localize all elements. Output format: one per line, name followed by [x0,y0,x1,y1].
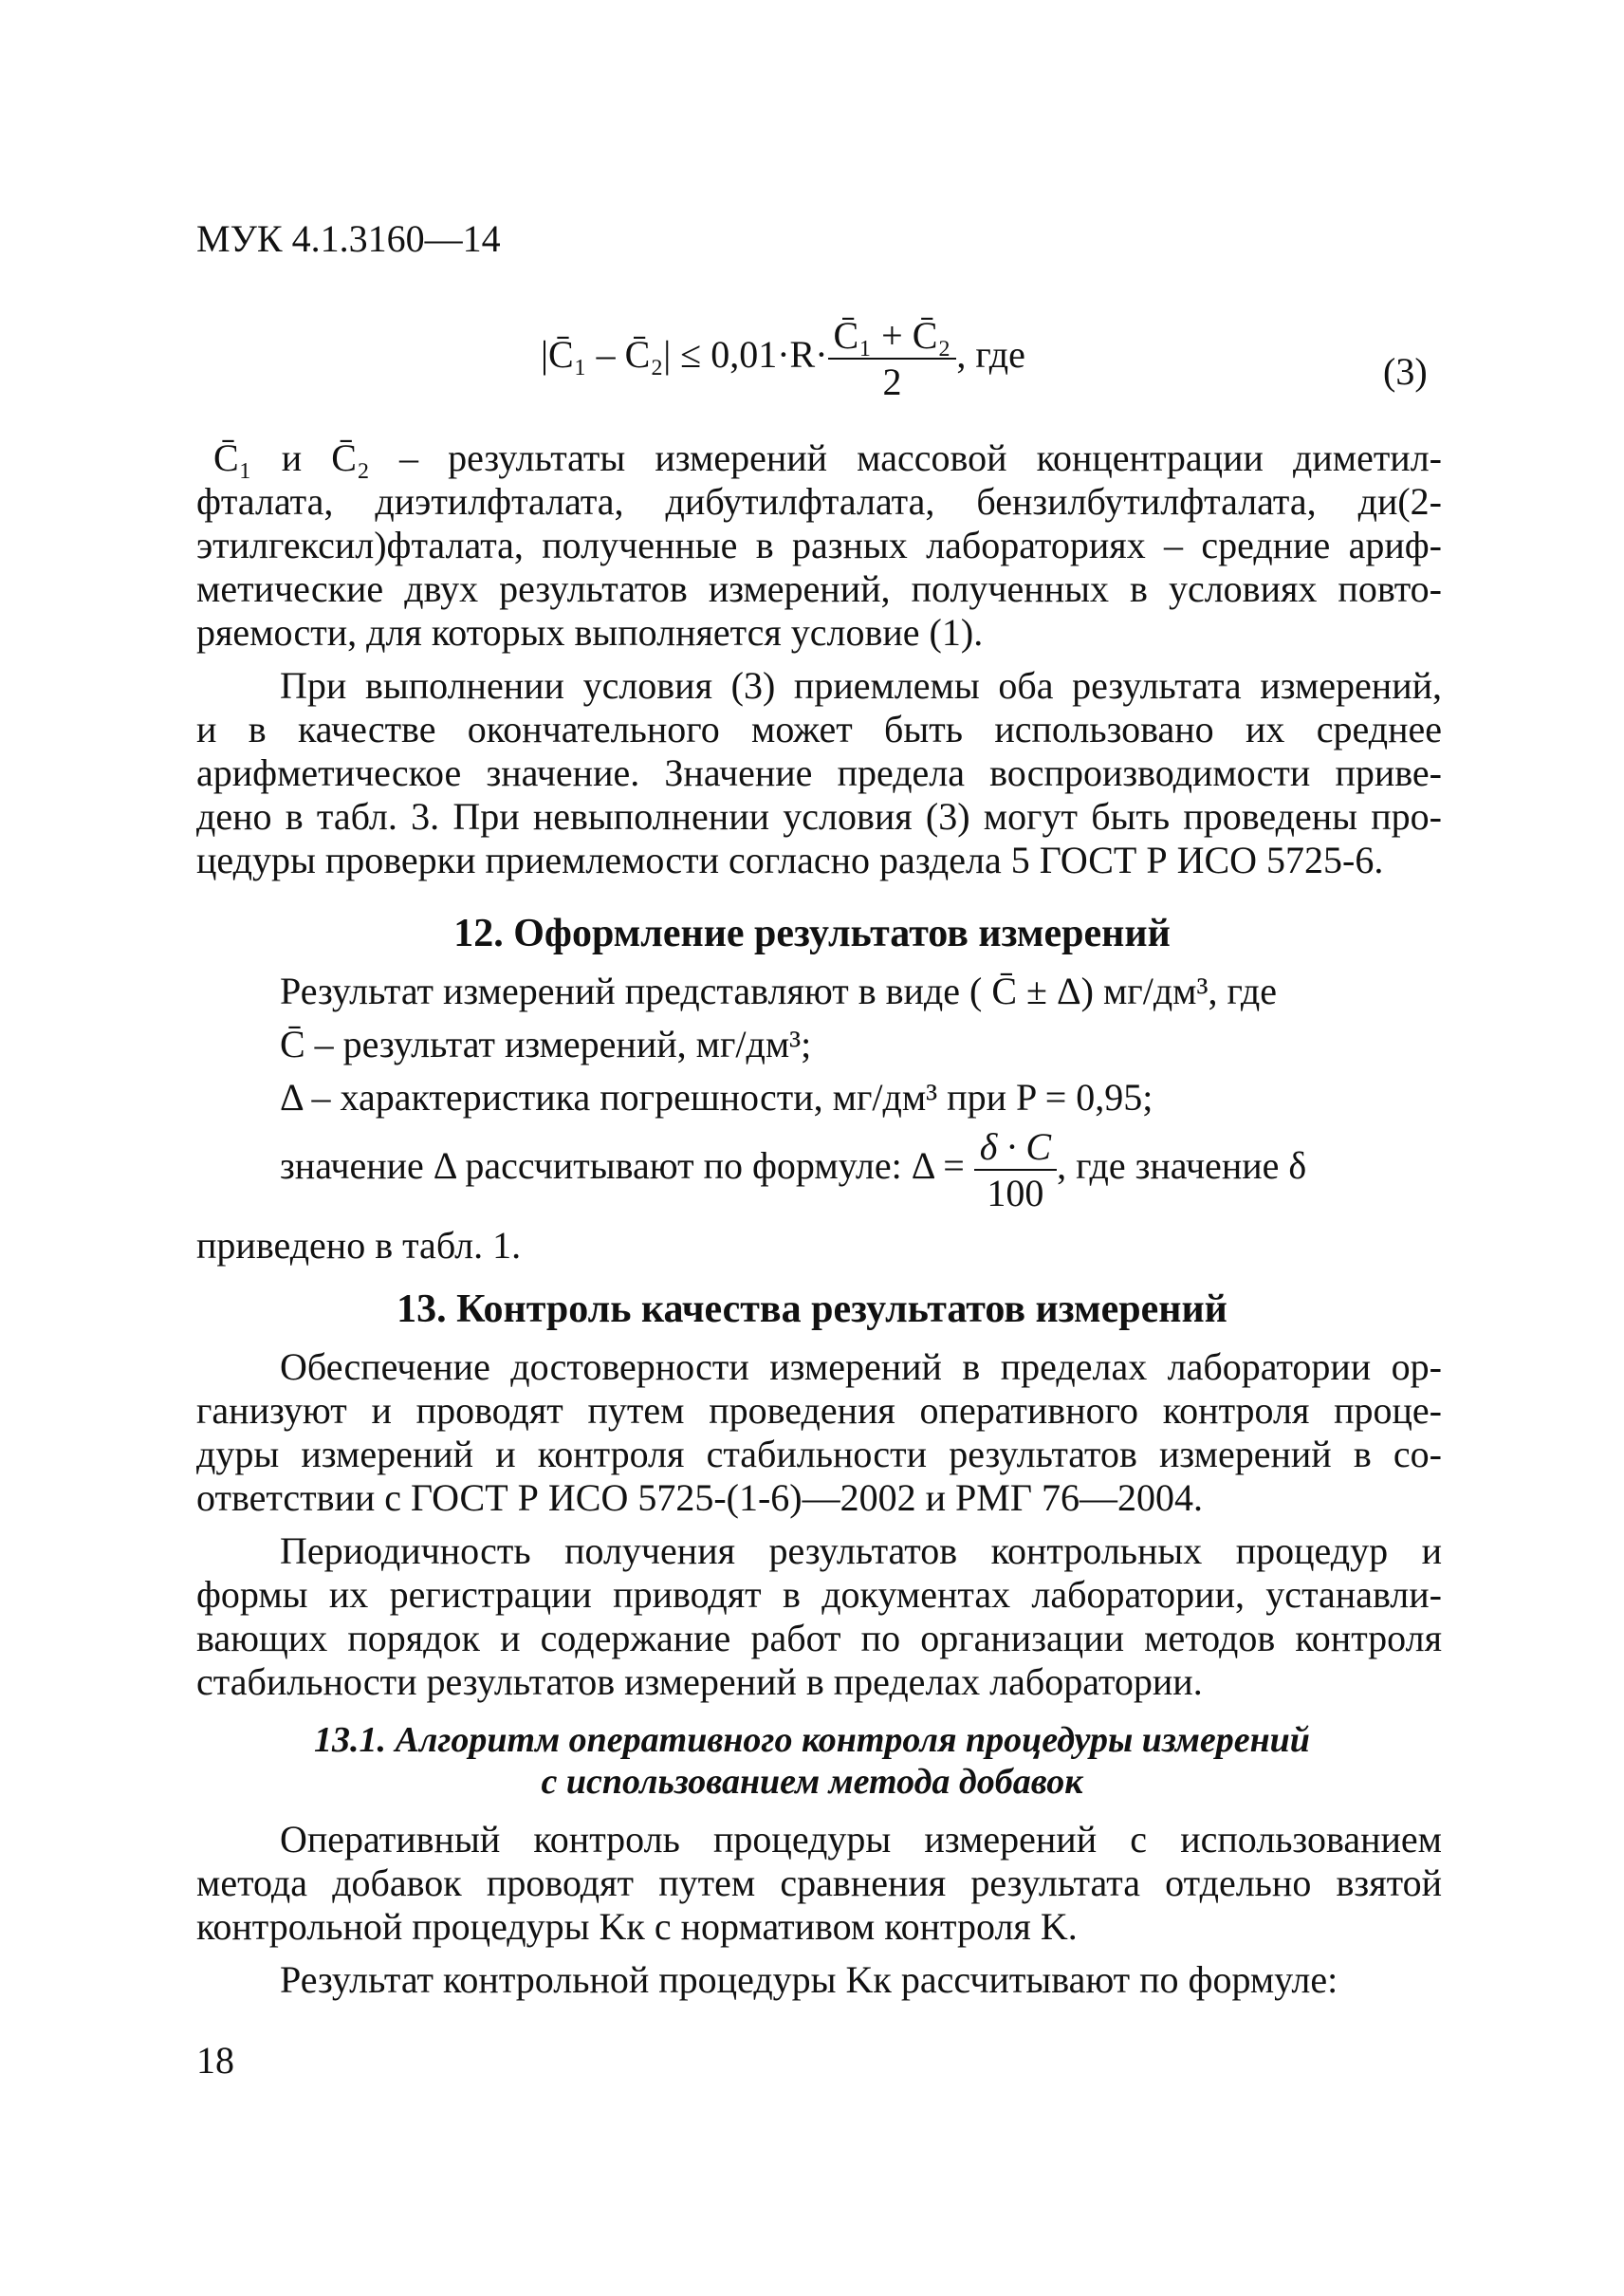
para1-line-2: фталата, диэтилфталата, дибутилфталата, бензилбутилфталата, ди(2- [196,480,1442,523]
section-13-title: 13. Контроль качества результатов измерений [397,1287,1227,1331]
formula-3-number: (3) [1383,350,1428,393]
section-12-title: 12. Оформление результатов измерений [453,912,1171,955]
section-13-para2-line-4: стабильности результатов измерений в пределах лаборатории. [196,1660,1203,1703]
delta-formula-post: , где значение δ [1057,1144,1307,1188]
section-13-para1-line-1: Обеспечение достоверности измерений в пределах лаборатории ор- [280,1345,1442,1388]
formula-3-denominator: 2 [882,361,902,403]
section-12-line-5: приведено в табл. 1. [196,1224,522,1267]
para1-line-3: этилгексил)фталата, полученные в разных лабораториях – средние ариф- [196,524,1442,566]
para2-line-4: дено в табл. 3. При невыполнении условия (3) могут быть проведены про- [196,795,1442,838]
para2-line-3: арифметическое значение. Значение предела воспроизводимости приве- [196,751,1442,794]
section-13-1-para1-line-3: контрольной процедуры Kк с нормативом контроля K. [196,1905,1078,1948]
formula-3-lhs: |C̄₁ – C̄₂| ≤ 0,01·R· [541,333,828,377]
page-number: 18 [196,2039,234,2082]
section-12-line-2: C̄ – результат измерений, мг/дм³; [280,1023,812,1065]
delta-formula-numerator: δ · C [974,1124,1057,1171]
para1-line-1: C̄₁ и C̄₂ – результаты измерений массовой концентрации диметил- [213,436,1442,479]
section-13-1-title-line-2: с использованием метода добавок [541,1762,1083,1802]
para1-line-5: ряемости, для которых выполняется условие (1). [196,611,984,654]
section-12-line-1: Результат измерений представляют в виде ( C̄ ± Δ) мг/дм³, где [280,970,1277,1012]
para2-line-2: и в качестве окончательного может быть использовано их среднее [196,708,1442,750]
section-13-para1-line-4: ответствии с ГОСТ Р ИСО 5725-(1-6)—2002 и РМГ 76—2004. [196,1476,1203,1519]
doc-code: МУК 4.1.3160—14 [196,217,501,260]
section-13-para2-line-1: Периодичность получения результатов контрольных процедур и [280,1529,1442,1572]
para2-line-1: При выполнении условия (3) приемлемы оба результата измерений, [280,664,1442,707]
delta-formula-pre: значение Δ рассчитывают по формуле: Δ = [280,1144,965,1188]
section-13-1-para1-line-2: метода добавок проводят путем сравнения результата отдельно взятой [196,1861,1442,1904]
section-13-1-para2: Результат контрольной процедуры Kк рассчитывают по формуле: [280,1958,1338,2001]
section-13-1-para1-line-1: Оперативный контроль процедуры измерений с использованием [280,1818,1442,1861]
para2-line-5: цедуры проверки приемлемости согласно раздела 5 ГОСТ Р ИСО 5725-6. [196,839,1384,881]
delta-formula-fraction [974,1124,1057,1215]
section-12-line-4 [280,1124,1306,1215]
section-13-para1-line-2: ганизуют и проводят путем проведения оперативного контроля проце- [196,1389,1442,1432]
formula-3 [541,313,1025,404]
para1-line-4: метические двух результатов измерений, полученных в условиях повто- [196,567,1442,610]
formula-3-numerator: C̄₁ + C̄₂ [828,313,957,360]
formula-3-fraction [828,313,957,404]
section-13-para2-line-3: вающих порядок и содержание работ по организации методов контроля [196,1617,1442,1659]
section-12-line-3: Δ – характеристика погрешности, мг/дм³ при P = 0,95; [280,1076,1153,1119]
section-13-para2-line-2: формы их регистрации приводят в документах лаборатории, устанавли- [196,1573,1442,1616]
section-13-para1-line-3: дуры измерений и контроля стабильности результатов измерений в со- [196,1433,1442,1475]
section-13-1-title-line-1: 13.1. Алгоритм оперативного контроля процедуры измерений [314,1720,1310,1760]
formula-3-tail: , где [956,333,1025,377]
delta-formula-denominator: 100 [987,1172,1044,1214]
